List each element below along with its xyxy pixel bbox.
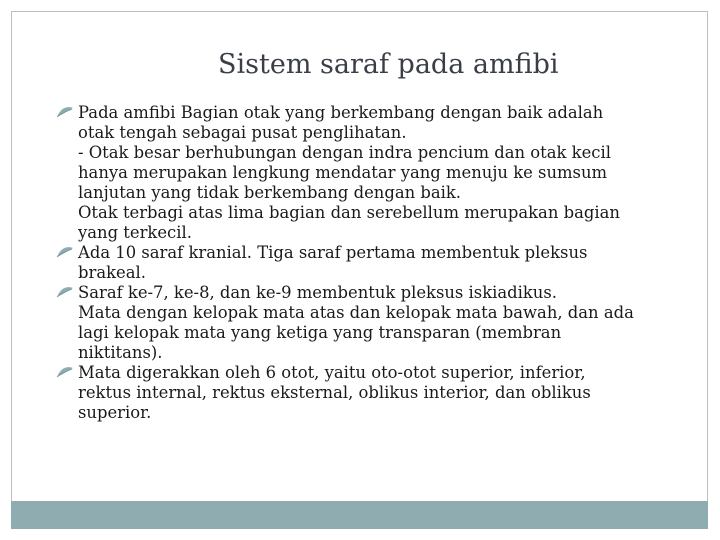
bullet-item (56, 363, 666, 423)
bullet-text-line: - Otak besar berhubungan dengan indra pencium dan otak kecil (78, 143, 611, 162)
bullet-item (56, 103, 666, 243)
bullet-list (56, 103, 666, 423)
bullet-text-line: Mata dengan kelopak mata atas dan kelopak mata bawah, dan ada (78, 303, 634, 322)
bullet-text-line: niktitans). (78, 343, 163, 362)
bullet-text-line: otak tengah sebagai pusat penglihatan. (78, 123, 407, 142)
bullet-text-line: hanya merupakan lengkung mendatar yang menuju ke sumsum (78, 163, 608, 182)
bullet-text-line: Mata digerakkan oleh 6 otot, yaitu oto-otot superior, inferior, (78, 363, 586, 382)
slide-title: Sistem saraf pada amfibi (218, 49, 559, 80)
bullet-text-line: superior. (78, 403, 152, 422)
footer-accent-bar (11, 501, 708, 529)
leaf-bullet-icon (56, 365, 74, 379)
bullet-item (56, 243, 666, 283)
bullet-text-line: lagi kelopak mata yang ketiga yang transparan (membran (78, 323, 562, 342)
leaf-bullet-icon (56, 245, 74, 259)
bullet-text-line: rektus internal, rektus eksternal, oblikus interior, dan oblikus (78, 383, 591, 402)
bullet-text-line: Pada amfibi Bagian otak yang berkembang dengan baik adalah (78, 103, 604, 122)
bullet-text-line: lanjutan yang tidak berkembang dengan baik. (78, 183, 462, 202)
bullet-text-line: Saraf ke-7, ke-8, dan ke-9 membentuk pleksus iskiadikus. (78, 283, 557, 302)
leaf-bullet-icon (56, 105, 74, 119)
bullet-text-line: yang terkecil. (78, 223, 192, 242)
bullet-item (56, 283, 666, 363)
bullet-text-line: Otak terbagi atas lima bagian dan serebellum merupakan bagian (78, 203, 620, 222)
bullet-text-line: brakeal. (78, 263, 146, 282)
bullet-text-line: Ada 10 saraf kranial. Tiga saraf pertama membentuk pleksus (78, 243, 588, 262)
leaf-bullet-icon (56, 285, 74, 299)
